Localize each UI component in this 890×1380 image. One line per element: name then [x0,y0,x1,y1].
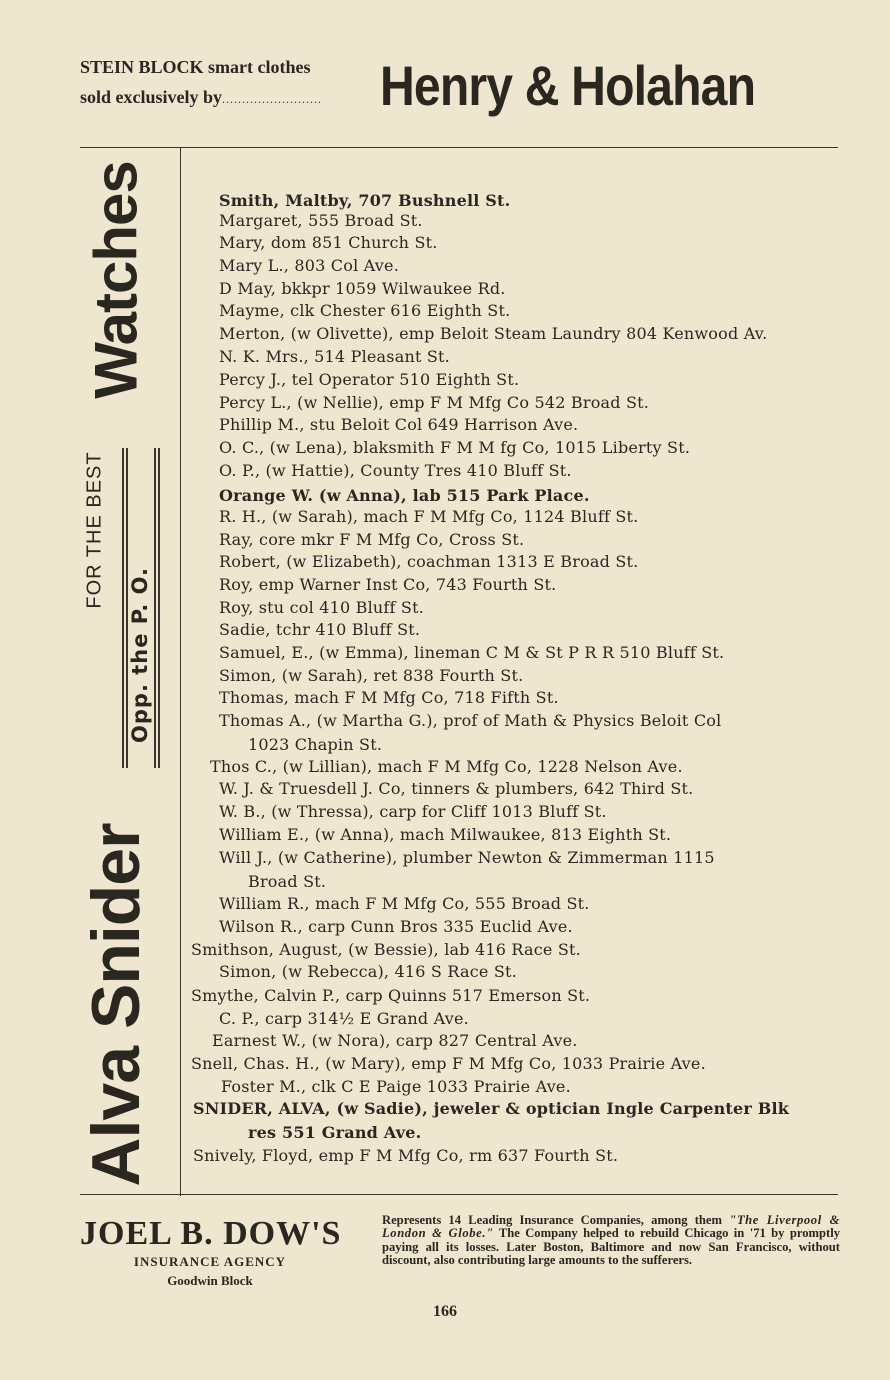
page-number: 166 [433,1303,457,1320]
watches-side-ad [82,160,150,400]
directory-entry: Orange W. (w Anna), lab 515 Park Place. [219,486,590,505]
directory-entry-continued: 1023 Chapin St. [248,735,383,754]
directory-entry: Robert, (w Elizabeth), coachman 1313 E Broad St. [219,552,639,571]
directory-entry: Merton, (w Olivette), emp Beloit Steam Laundry 804 Kenwood Av. [219,324,768,343]
directory-entry: W. J. & Truesdell J. Co, tinners & plumbers, 642 Third St. [219,779,694,798]
directory-entry: Roy, stu col 410 Bluff St. [219,598,425,617]
directory-entry: D May, bkkpr 1059 Wilwaukee Rd. [219,279,506,298]
directory-entry: SNIDER, ALVA, (w Sadie), jeweler & optician Ingle Carpenter Blk [193,1099,790,1118]
for-the-best-side-ad [80,440,110,620]
directory-entry: O. P., (w Hattie), County Tres 410 Bluff St. [219,461,572,480]
insurance-ad-text [382,1214,840,1268]
alva-snider-side-ad [80,820,152,1190]
directory-entry: Thomas, mach F M Mfg Co, 718 Fifth St. [219,688,559,707]
directory-entry: Mayme, clk Chester 616 Eighth St. [219,301,511,320]
directory-entry: Smithson, August, (w Bessie), lab 416 Race St. [191,940,581,959]
directory-entry: Will J., (w Catherine), plumber Newton & Zimmerman 1115 [219,848,715,867]
bottom-rule [80,1194,838,1195]
insurance-ad-intro: Represents 14 Leading Insurance Companies, among them [382,1213,723,1227]
dow-agency-name: JOEL B. DOW'S [80,1215,342,1252]
watches-text: Watches [82,161,150,399]
opp-po-text: Opp. the P. O. [128,567,152,743]
directory-entry: Samuel, E., (w Emma), lineman C M & St P R R 510 Bluff St. [219,643,725,662]
directory-entry: Margaret, 555 Broad St. [219,211,423,230]
directory-entry: Percy L., (w Nellie), emp F M Mfg Co 542 Broad St. [219,393,650,412]
directory-entry: Snell, Chas. H., (w Mary), emp F M Mfg Co, 1033 Prairie Ave. [191,1054,706,1073]
directory-entry: Mary L., 803 Col Ave. [219,256,399,275]
directory-entry: Percy J., tel Operator 510 Eighth St. [219,370,520,389]
directory-entry: Wilson R., carp Cunn Bros 335 Euclid Ave. [219,917,573,936]
henry-holahan-brand: Henry & Holahan [380,54,756,117]
directory-entry: C. P., carp 314½ E Grand Ave. [219,1009,469,1028]
directory-entry: Mary, dom 851 Church St. [219,233,438,252]
stein-block-line2-text: sold exclusively by [80,87,223,107]
directory-entry: Roy, emp Warner Inst Co, 743 Fourth St. [219,575,557,594]
alva-snider-text: Alva Snider [78,823,154,1187]
directory-entry: Smythe, Calvin P., carp Quinns 517 Emerson St. [191,986,591,1005]
directory-entry: Snively, Floyd, emp F M Mfg Co, rm 637 Fourth St. [193,1146,619,1165]
directory-entry: Ray, core mkr F M Mfg Co, Cross St. [219,530,525,549]
stein-block-ad [80,52,370,114]
opp-po-side-ad [120,540,160,770]
directory-entry: Thos C., (w Lillian), mach F M Mfg Co, 1228 Nelson Ave. [210,757,683,776]
directory-entry: Phillip M., stu Beloit Col 649 Harrison Ave. [219,415,579,434]
directory-entry: Smith, Maltby, 707 Bushnell St. [219,191,511,210]
directory-entry: William R., mach F M Mfg Co, 555 Broad St. [219,894,590,913]
stein-block-line1: STEIN BLOCK smart clothes [80,57,311,77]
column-divider [180,148,181,1196]
directory-entry-continued: Broad St. [248,872,327,891]
directory-entry: Foster M., clk C E Paige 1033 Prairie Ave. [221,1077,571,1096]
directory-entry: Thomas A., (w Martha G.), prof of Math & Physics Beloit Col [219,711,722,730]
top-rule [80,147,838,148]
directory-entry: R. H., (w Sarah), mach F M Mfg Co, 1124 Bluff St. [219,507,639,526]
for-the-best-text: FOR THE BEST [83,451,106,609]
directory-entry: W. B., (w Thressa), carp for Cliff 1013 Bluff St. [219,802,607,821]
leader-dots: ......................... [222,92,323,106]
directory-entry: Simon, (w Rebecca), 416 S Race St. [219,962,517,981]
directory-entry: Simon, (w Sarah), ret 838 Fourth St. [219,666,524,685]
directory-entry-continued: res 551 Grand Ave. [248,1123,422,1142]
directory-entry: N. K. Mrs., 514 Pleasant St. [219,347,450,366]
dow-agency-location: Goodwin Block [167,1273,253,1288]
directory-entry: William E., (w Anna), mach Milwaukee, 813 Eighth St. [219,825,672,844]
directory-entry: O. C., (w Lena), blaksmith F M M fg Co, 1015 Liberty St. [219,438,691,457]
insurance-company-name: "The Liverpool & London & Globe." [382,1213,840,1241]
stein-block-line2 [80,82,370,114]
directory-entry: Sadie, tchr 410 Bluff St. [219,620,421,639]
directory-entry: Earnest W., (w Nora), carp 827 Central Ave. [212,1031,578,1050]
dow-agency-subtitle: INSURANCE AGENCY [133,1254,287,1269]
insurance-ad-body: The Company helped to rebuild Chicago in '71 by promptly paying all its losses. Later Boston, Baltimore and now San Francisco, without discount, also contributing large amounts to the sufferers. [382,1226,840,1268]
